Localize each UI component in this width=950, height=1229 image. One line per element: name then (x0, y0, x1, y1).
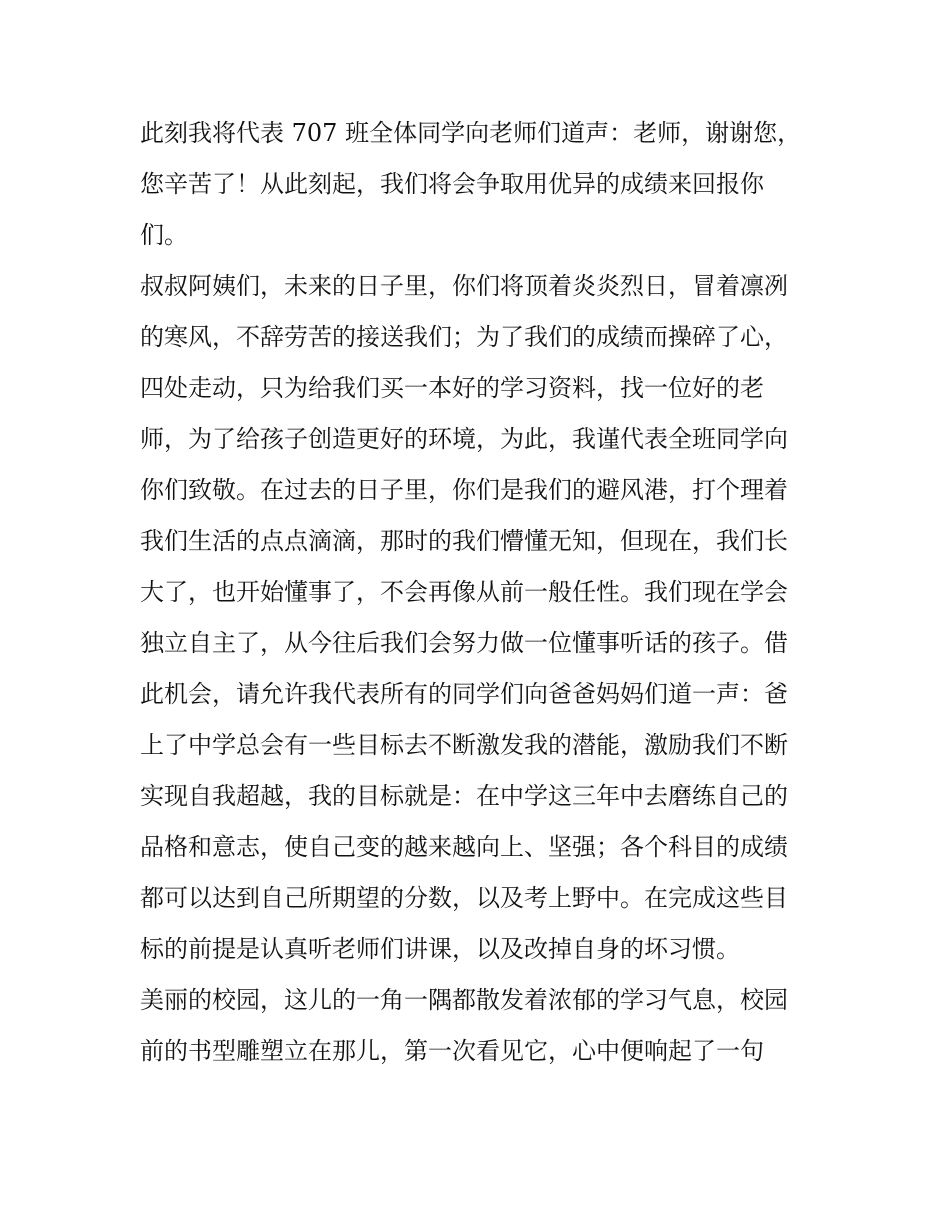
text-line: 叔叔阿姨们，未来的日子里，你们将顶着炎炎烈日，冒着凛冽 (140, 272, 788, 300)
text-line: 上了中学总会有一些目标去不断激发我的潜能，激励我们不断 (140, 731, 788, 759)
text-line: 们。 (140, 221, 188, 249)
text-line: 大了，也开始懂事了，不会再像从前一般任性。我们现在学会 (140, 578, 788, 606)
paragraph-1 (140, 108, 812, 261)
text-line: 此机会，请允许我代表所有的同学们向爸爸妈妈们道一声：爸 (140, 680, 788, 708)
text-line: 前的书型雕塑立在那儿，第一次看见它，心中便响起了一句 (140, 1037, 764, 1065)
text-line: 师，为了给孩子创造更好的环境，为此，我谨代表全班同学向 (140, 425, 788, 453)
text-line: 我们生活的点点滴滴，那时的我们懵懂无知，但现在，我们长 (140, 527, 788, 555)
paragraph-4 (140, 975, 812, 1077)
paragraph-2 (140, 261, 812, 720)
text-line: 美丽的校园，这儿的一角一隅都散发着浓郁的学习气息，校园 (140, 986, 788, 1014)
text-line: 的寒风，不辞劳苦的接送我们；为了我们的成绩而操碎了心， (140, 323, 788, 351)
text-line: 此刻我将代表 707 班全体同学向老师们道声：老师，谢谢您， (140, 119, 802, 147)
text-line: 四处走动，只为给我们买一本好的学习资料，找一位好的老 (140, 374, 764, 402)
text-line: 你们致敬。在过去的日子里，你们是我们的避风港，打个理着 (140, 476, 788, 504)
text-line: 实现自我超越，我的目标就是：在中学这三年中去磨练自己的 (140, 782, 788, 810)
text-line: 您辛苦了！从此刻起，我们将会争取用优异的成绩来回报你 (140, 170, 764, 198)
text-line: 品格和意志，使自己变的越来越向上、坚强；各个科目的成绩 (140, 833, 788, 861)
text-line: 标的前提是认真听老师们讲课，以及改掉自身的坏习惯。 (140, 935, 740, 963)
document-body (140, 108, 812, 1077)
text-line: 独立自主了，从今往后我们会努力做一位懂事听话的孩子。借 (140, 629, 788, 657)
text-line: 都可以达到自己所期望的分数，以及考上野中。在完成这些目 (140, 884, 788, 912)
paragraph-3 (140, 720, 812, 975)
